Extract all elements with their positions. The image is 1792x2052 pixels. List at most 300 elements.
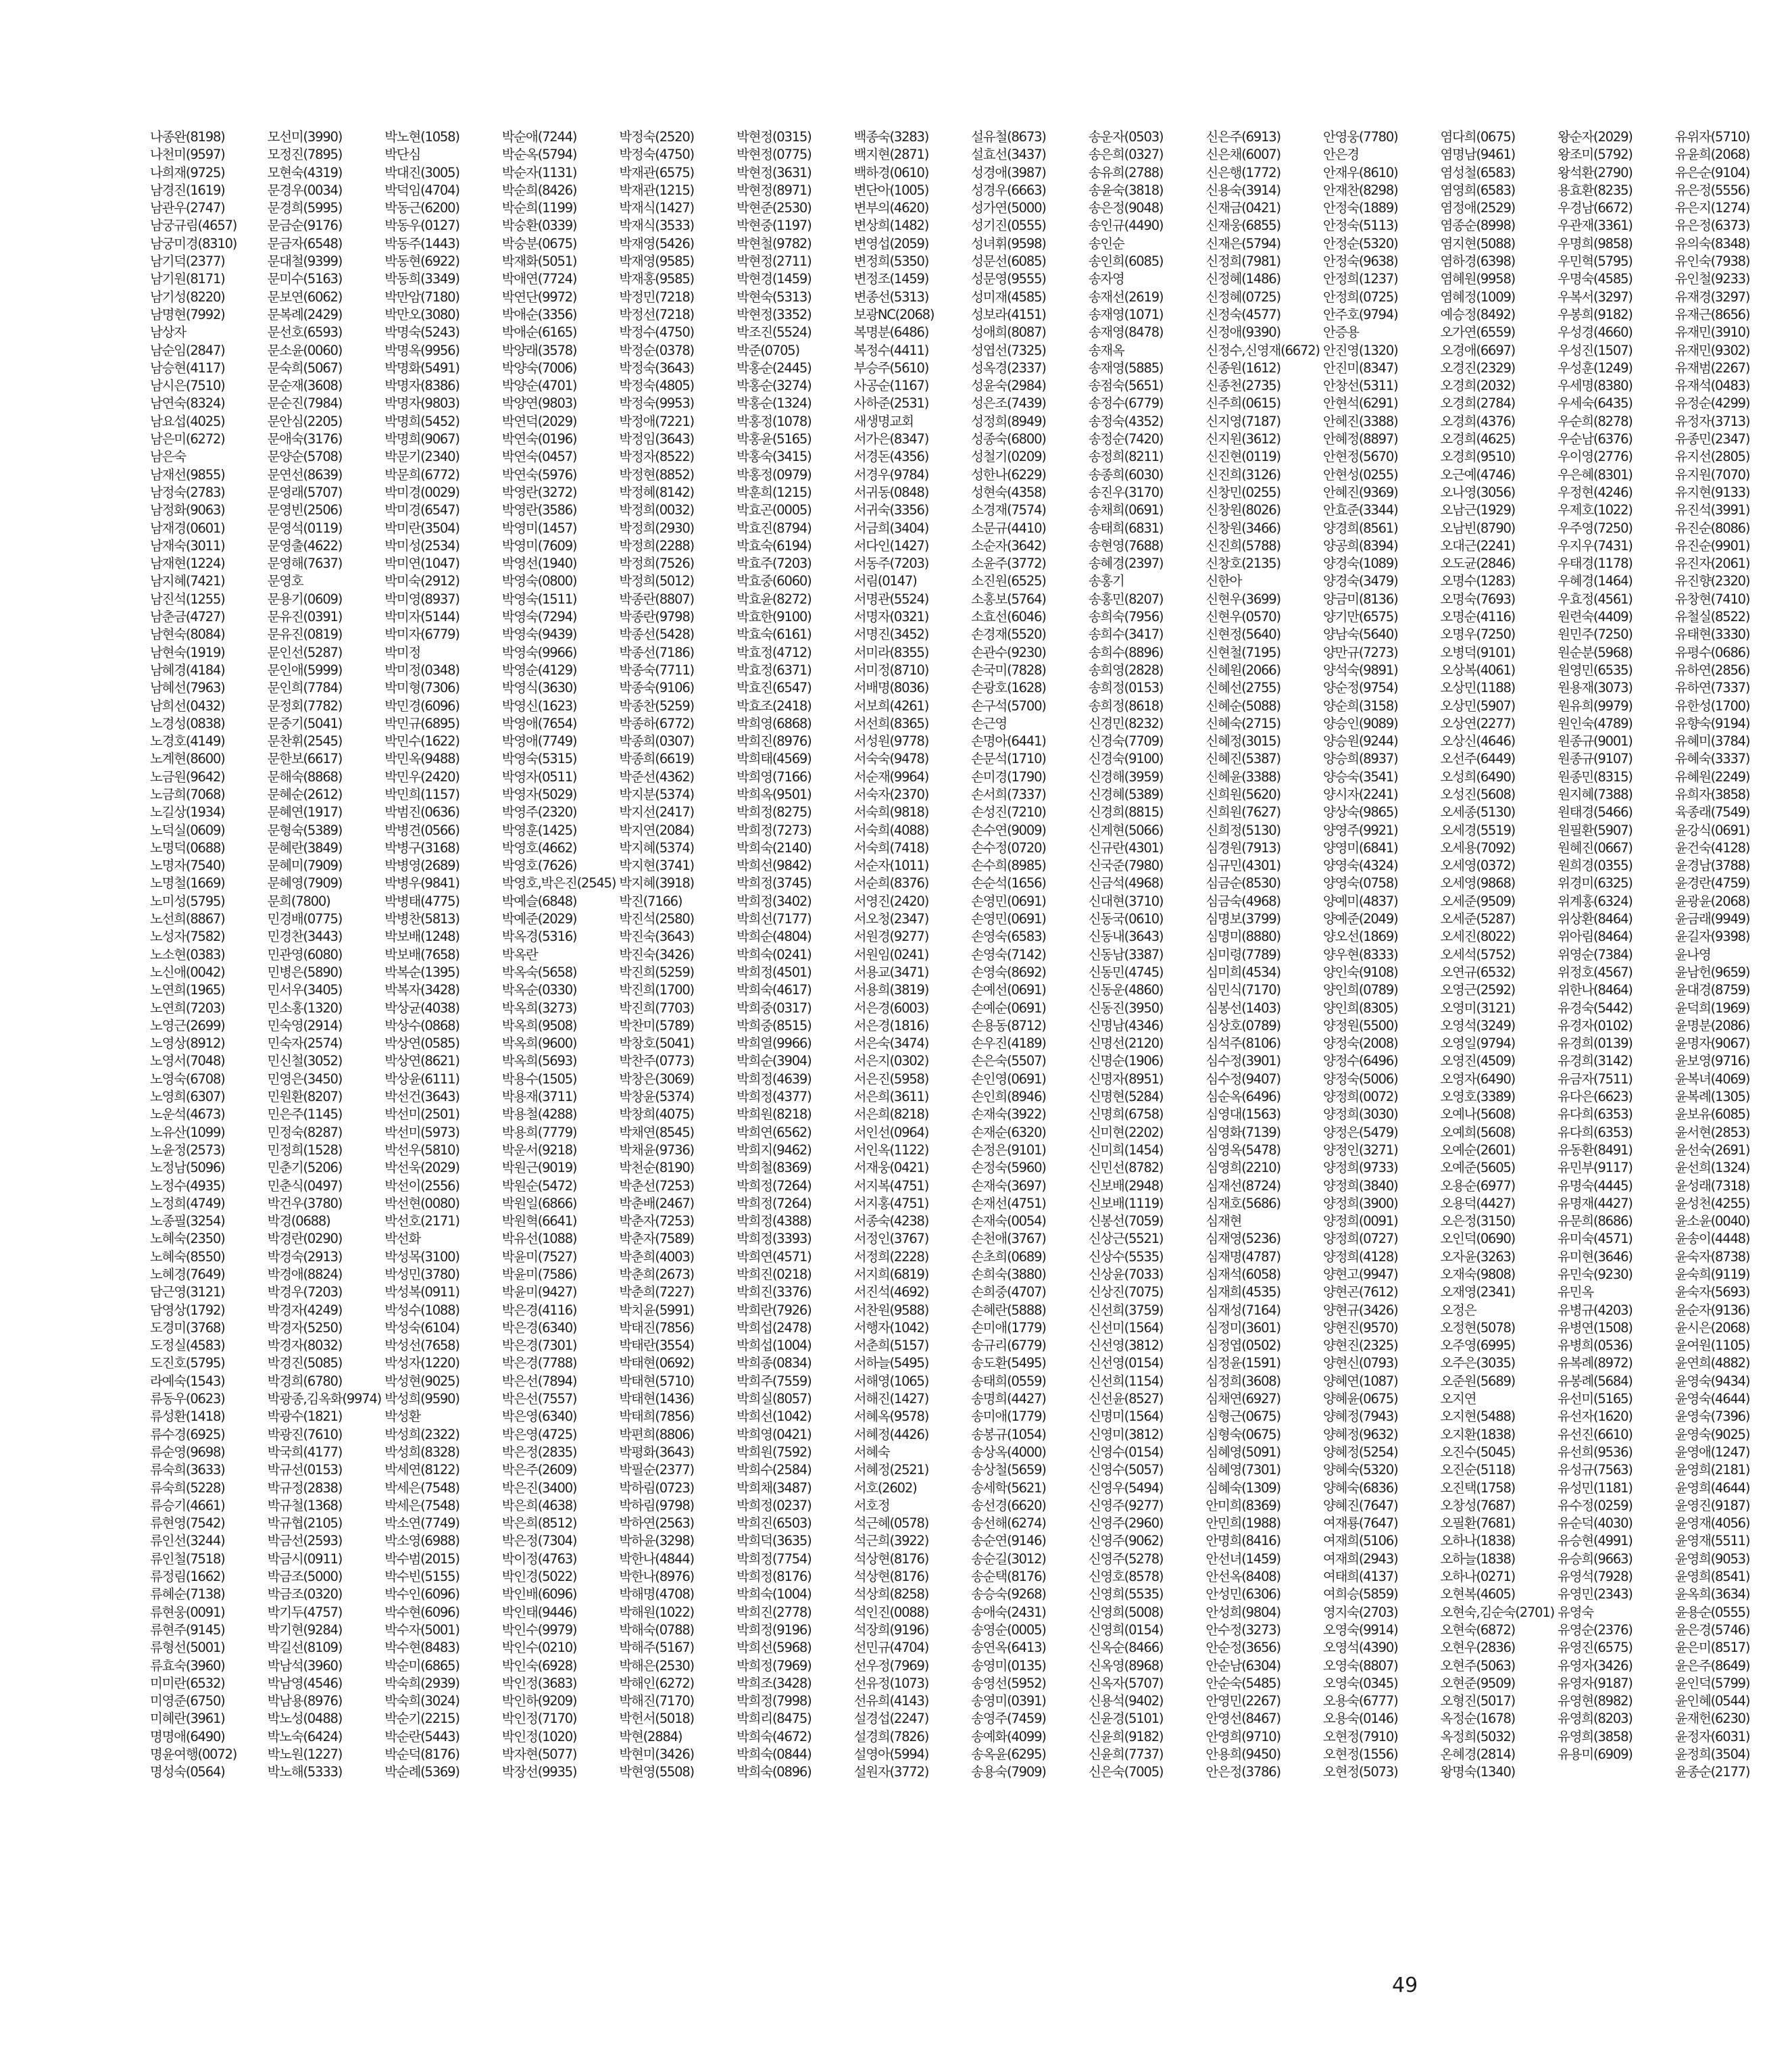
donor-name: 신재은(5794) xyxy=(1205,235,1280,251)
donor-name: 신현우(3699) xyxy=(1205,591,1280,607)
donor-name: 서혜정(2521) xyxy=(853,1462,929,1478)
donor-name: 유민옥 xyxy=(1558,1284,1594,1300)
donor-name: 박현정(2711) xyxy=(736,253,812,270)
donor-name: 손근영 xyxy=(971,715,1007,731)
donor-name: 오하나(0271) xyxy=(1440,1569,1516,1585)
donor-name: 손희숙(3880) xyxy=(971,1267,1046,1282)
donor-name: 염종순(8998) xyxy=(1440,218,1516,234)
donor-name: 신민선(8782) xyxy=(1088,1160,1164,1176)
donor-name: 심정엽(0502) xyxy=(1205,1338,1280,1354)
donor-name: 오대근(2241) xyxy=(1440,537,1516,554)
donor-name: 송재영(8478) xyxy=(1088,324,1164,341)
donor-name: 박희정(4639) xyxy=(736,1071,812,1087)
donor-name: 신정애(9390) xyxy=(1205,324,1280,341)
donor-name: 박미정 xyxy=(384,644,421,660)
donor-name: 손재선(4751) xyxy=(971,1195,1046,1211)
donor-name: 송희정(8618) xyxy=(1088,698,1164,714)
donor-name: 민서우(3405) xyxy=(267,982,343,998)
donor-name: 심수정(9407) xyxy=(1205,1071,1280,1087)
donor-name: 박정자(8522) xyxy=(619,449,694,465)
donor-name: 양경숙(3479) xyxy=(1322,573,1398,589)
donor-name: 윤연희(4882) xyxy=(1674,1355,1750,1371)
donor-name: 양우현(8333) xyxy=(1322,946,1398,962)
donor-name: 박희정(7754) xyxy=(736,1550,812,1567)
donor-name: 우명희(9858) xyxy=(1558,235,1633,251)
donor-name: 서귀동(0848) xyxy=(853,484,929,500)
donor-name: 우순남(6376) xyxy=(1558,431,1633,447)
donor-name: 박미형(7306) xyxy=(384,680,459,696)
donor-name: 박종란(8807) xyxy=(619,591,694,607)
donor-name: 문안심(2205) xyxy=(267,413,343,429)
donor-name: 우은혜(8301) xyxy=(1558,466,1633,483)
donor-name: 윤선숙(2691) xyxy=(1674,1142,1750,1158)
donor-name: 명윤여행(0072) xyxy=(150,1746,237,1763)
donor-name: 신보배(2948) xyxy=(1088,1177,1164,1194)
donor-name: 오예준(5605) xyxy=(1440,1160,1516,1176)
donor-name: 안정숙(9638) xyxy=(1322,253,1398,270)
donor-name: 성애희(8087) xyxy=(971,324,1046,341)
donor-name: 유인숙(7938) xyxy=(1674,253,1750,270)
donor-name: 박현경(1459) xyxy=(736,271,812,287)
donor-name: 안현성(0255) xyxy=(1322,466,1398,483)
donor-name: 신영주(9062) xyxy=(1088,1533,1164,1549)
donor-name: 박순애(7244) xyxy=(501,129,577,145)
donor-name: 신상근(5521) xyxy=(1088,1231,1164,1247)
page-number: 49 xyxy=(1392,1974,1418,1997)
donor-name: 심상호(0789) xyxy=(1205,1017,1280,1033)
donor-name: 박순덕(8176) xyxy=(384,1746,459,1763)
donor-name: 박옥란 xyxy=(501,946,538,962)
donor-name: 신국준(7980) xyxy=(1088,858,1164,874)
donor-name: 윤영진(9187) xyxy=(1674,1497,1750,1513)
donor-name: 염명남(9461) xyxy=(1440,147,1516,163)
donor-name: 윤영희(2181) xyxy=(1674,1462,1750,1478)
donor-name: 신윤경(5101) xyxy=(1088,1711,1164,1727)
donor-name: 우주영(7250) xyxy=(1558,520,1633,536)
donor-name: 박병찬(5813) xyxy=(384,911,459,927)
donor-name: 박금조(0320) xyxy=(267,1586,343,1603)
donor-name: 심형숙(0675) xyxy=(1205,1426,1280,1442)
donor-name: 박옥희(5693) xyxy=(501,1053,577,1069)
donor-name: 심정미(3601) xyxy=(1205,1319,1280,1336)
donor-name: 유영자(9187) xyxy=(1558,1675,1633,1691)
donor-name: 심규민(4301) xyxy=(1205,858,1280,874)
donor-name: 송자영 xyxy=(1088,271,1124,287)
donor-name: 오명순(4116) xyxy=(1440,609,1516,625)
donor-name: 원순분(5968) xyxy=(1558,644,1633,660)
donor-name: 박세연(8122) xyxy=(384,1462,459,1478)
donor-name: 박경우(7203) xyxy=(267,1284,343,1300)
donor-name: 유병희(0536) xyxy=(1558,1338,1633,1354)
donor-name: 박양숙(7006) xyxy=(501,360,577,376)
donor-name: 윤영재(4056) xyxy=(1674,1515,1750,1532)
donor-name: 육종래(7549) xyxy=(1674,804,1750,821)
donor-name: 박재식(1427) xyxy=(619,200,694,216)
donor-name: 박정숙(9953) xyxy=(619,395,694,412)
donor-name: 윤영희(4644) xyxy=(1674,1480,1750,1496)
donor-name: 오현복(4605) xyxy=(1440,1586,1516,1603)
donor-name: 노덕실(0609) xyxy=(150,822,225,838)
donor-name: 박진희(1700) xyxy=(619,982,694,998)
donor-name: 손국미(7828) xyxy=(971,662,1046,678)
donor-name: 신명미(1564) xyxy=(1088,1409,1164,1425)
donor-name: 남재현(1224) xyxy=(150,556,225,572)
donor-name: 윤남헌(9659) xyxy=(1674,964,1750,980)
donor-name: 송영순(0005) xyxy=(971,1621,1046,1638)
donor-name: 문영호 xyxy=(267,573,303,589)
donor-name: 박기두(4757) xyxy=(267,1604,343,1620)
donor-name: 박은희(4638) xyxy=(501,1497,577,1513)
donor-name: 박동희(3349) xyxy=(384,271,459,287)
donor-name: 박희숙(0241) xyxy=(736,946,812,962)
donor-name: 박종숙(9106) xyxy=(619,680,694,696)
donor-name: 윤소윤(0040) xyxy=(1674,1213,1750,1229)
donor-name: 유선미(5165) xyxy=(1558,1391,1633,1407)
donor-name: 남지혜(7421) xyxy=(150,573,225,589)
donor-name: 안영희(9710) xyxy=(1205,1728,1280,1744)
donor-name: 손은숙(5507) xyxy=(971,1053,1046,1069)
donor-name: 박성수(1088) xyxy=(384,1302,459,1318)
donor-name: 소진원(6525) xyxy=(971,573,1046,589)
donor-name: 심정윤(1591) xyxy=(1205,1355,1280,1371)
donor-name: 노정남(5096) xyxy=(150,1160,225,1176)
donor-name: 박지선(2417) xyxy=(619,804,694,821)
donor-name: 박지연(2084) xyxy=(619,822,694,838)
donor-name: 여재룡(7647) xyxy=(1322,1515,1398,1532)
donor-name: 민숙자(2574) xyxy=(267,1035,343,1052)
donor-name: 박영훈(1425) xyxy=(501,822,577,838)
donor-name: 남궁규림(4657) xyxy=(150,218,237,234)
donor-name: 서가은(8347) xyxy=(853,431,929,447)
donor-name: 박정민(7218) xyxy=(619,289,694,305)
donor-name: 양혜숙(6836) xyxy=(1322,1480,1398,1496)
donor-name: 박희정(7264) xyxy=(736,1177,812,1194)
donor-name: 민숙영(2914) xyxy=(267,1017,343,1033)
donor-name: 박명화(5491) xyxy=(384,360,459,376)
donor-name: 유철실(8522) xyxy=(1674,609,1750,625)
donor-name: 박희숙(4617) xyxy=(736,982,812,998)
donor-name: 박보배(7658) xyxy=(384,946,459,962)
donor-name: 민병은(5890) xyxy=(267,964,343,980)
donor-name: 신희원(5620) xyxy=(1205,786,1280,802)
donor-name: 심정희(3608) xyxy=(1205,1373,1280,1389)
donor-name: 박소연(7749) xyxy=(384,1515,459,1532)
donor-name: 송상철(5659) xyxy=(971,1462,1046,1478)
donor-name: 송규리(6779) xyxy=(971,1338,1046,1354)
donor-name: 박춘희(4003) xyxy=(619,1248,694,1265)
donor-name: 양정희(3030) xyxy=(1322,1106,1398,1123)
donor-name: 문용기(0609) xyxy=(267,591,343,607)
donor-name: 손영민(0691) xyxy=(971,893,1046,909)
donor-name: 유윤희(2068) xyxy=(1674,147,1750,163)
donor-name: 박희정(8176) xyxy=(736,1569,812,1585)
donor-name: 신혜진(5387) xyxy=(1205,751,1280,767)
donor-name: 양기만(6575) xyxy=(1322,609,1398,625)
donor-name: 손미경(1790) xyxy=(971,768,1046,785)
donor-name: 서춘희(5157) xyxy=(853,1338,929,1354)
donor-name: 양만규(7273) xyxy=(1322,644,1398,660)
donor-name: 서다인(1427) xyxy=(853,537,929,554)
donor-name: 백종숙(3283) xyxy=(853,129,929,145)
donor-name: 박광수(1821) xyxy=(267,1409,343,1425)
donor-name: 윤정희(3504) xyxy=(1674,1746,1750,1763)
donor-name: 심혜숙(1309) xyxy=(1205,1480,1280,1496)
donor-name: 유재경(3297) xyxy=(1674,289,1750,305)
donor-name: 신옥영(8968) xyxy=(1088,1657,1164,1674)
donor-name: 윤정자(6031) xyxy=(1674,1728,1750,1744)
donor-name: 양혜진(7647) xyxy=(1322,1497,1398,1513)
donor-name: 신금석(4968) xyxy=(1088,875,1164,891)
donor-name: 새생명교회 xyxy=(853,413,914,429)
donor-name: 유향숙(9194) xyxy=(1674,715,1750,731)
donor-name: 오용순(6977) xyxy=(1440,1177,1516,1194)
donor-name: 류현영(7542) xyxy=(150,1515,225,1532)
donor-name: 우복서(3297) xyxy=(1558,289,1633,305)
donor-name: 신보배(1119) xyxy=(1088,1195,1164,1211)
donor-name: 소경재(7574) xyxy=(971,502,1046,518)
donor-name: 노명철(1669) xyxy=(150,875,225,891)
donor-name: 신선미(1564) xyxy=(1088,1319,1164,1336)
donor-name: 문인애(5999) xyxy=(267,662,343,678)
donor-name: 윤시은(2068) xyxy=(1674,1319,1750,1336)
donor-name: 양혜정(9632) xyxy=(1322,1426,1398,1442)
donor-name: 오현준(9509) xyxy=(1440,1675,1516,1691)
donor-name: 위상환(8464) xyxy=(1558,911,1633,927)
donor-name: 오현정(7910) xyxy=(1322,1728,1398,1744)
donor-name: 박기현(9284) xyxy=(267,1621,343,1638)
donor-name: 박수현(8483) xyxy=(384,1640,459,1656)
donor-name: 안민희(1988) xyxy=(1205,1515,1280,1532)
donor-name: 박애연(7724) xyxy=(501,271,577,287)
donor-name: 박성환 xyxy=(384,1409,421,1425)
donor-name: 문정회(7782) xyxy=(267,698,343,714)
donor-name: 신옥자(5707) xyxy=(1088,1675,1164,1691)
donor-name: 서순재(9964) xyxy=(853,768,929,785)
donor-name: 서정희(2228) xyxy=(853,1248,929,1265)
donor-name: 박복자(3428) xyxy=(384,982,459,998)
donor-name: 박효진(6547) xyxy=(736,680,812,696)
donor-name: 심재희(4535) xyxy=(1205,1284,1280,1300)
donor-name: 신주희(0615) xyxy=(1205,395,1280,412)
donor-name: 신윤희(9182) xyxy=(1088,1728,1164,1744)
donor-name: 남승현(4117) xyxy=(150,360,225,376)
donor-name: 유의숙(8348) xyxy=(1674,235,1750,251)
donor-name: 박운서(9218) xyxy=(501,1142,577,1158)
donor-name: 남시은(7510) xyxy=(150,378,225,394)
donor-name: 박홍정(0979) xyxy=(736,466,812,483)
donor-name: 남현숙(1919) xyxy=(150,644,225,660)
donor-name: 변종선(5313) xyxy=(853,289,929,305)
donor-name: 박은경(4116) xyxy=(501,1302,577,1318)
donor-name: 박노해(5333) xyxy=(267,1764,343,1780)
donor-name: 유영석(7928) xyxy=(1558,1569,1633,1585)
donor-name: 유진향(2320) xyxy=(1674,573,1750,589)
donor-name: 심혜영(7301) xyxy=(1205,1462,1280,1478)
donor-name: 안영웅(7780) xyxy=(1322,129,1398,145)
donor-name: 손영민(0691) xyxy=(971,911,1046,927)
donor-name: 박수빈(5155) xyxy=(384,1569,459,1585)
donor-name: 서영진(2420) xyxy=(853,893,929,909)
donor-name: 오지환(1838) xyxy=(1440,1426,1516,1442)
donor-name: 박희리(8475) xyxy=(736,1711,812,1727)
donor-name: 박희숙(0844) xyxy=(736,1746,812,1763)
donor-name: 손인희(8946) xyxy=(971,1089,1046,1105)
donor-name: 박인수(9979) xyxy=(501,1621,577,1638)
donor-name: 신선영(3812) xyxy=(1088,1338,1164,1354)
donor-name: 송은희(0327) xyxy=(1088,147,1164,163)
donor-name: 신혜순(5088) xyxy=(1205,698,1280,714)
donor-name: 심석주(8106) xyxy=(1205,1035,1280,1052)
donor-name: 유영현(8982) xyxy=(1558,1693,1633,1709)
donor-name: 복명분(6486) xyxy=(853,324,929,341)
donor-name: 신진현(0119) xyxy=(1205,449,1280,465)
donor-name: 송연옥(6413) xyxy=(971,1640,1046,1656)
donor-name: 신경숙(9100) xyxy=(1088,751,1164,767)
donor-name: 여재희(5106) xyxy=(1322,1533,1398,1549)
donor-name: 윤금래(9949) xyxy=(1674,911,1750,927)
donor-name: 여태희(4137) xyxy=(1322,1569,1398,1585)
donor-name: 우민혁(5795) xyxy=(1558,253,1633,270)
donor-name: 윤선희(1324) xyxy=(1674,1160,1750,1176)
donor-name: 양정원(5500) xyxy=(1322,1017,1398,1033)
donor-name: 신정수,신영재(6672) xyxy=(1205,342,1320,358)
donor-name: 송윤숙(3818) xyxy=(1088,182,1164,198)
donor-name: 박희원(8218) xyxy=(736,1106,812,1123)
donor-name: 박채윤(9736) xyxy=(619,1142,694,1158)
donor-name: 박영신(1623) xyxy=(501,698,577,714)
donor-name: 박미정(0348) xyxy=(384,662,459,678)
donor-name: 문영빈(2506) xyxy=(267,502,343,518)
donor-name: 유재범(2267) xyxy=(1674,360,1750,376)
donor-name: 심재석(6058) xyxy=(1205,1267,1280,1282)
donor-name: 신경희(8815) xyxy=(1088,804,1164,821)
donor-name: 선우정(7969) xyxy=(853,1657,929,1674)
donor-name: 오근예(4746) xyxy=(1440,466,1516,483)
donor-name: 오용덕(4427) xyxy=(1440,1195,1516,1211)
donor-name: 심재명(4787) xyxy=(1205,1248,1280,1265)
donor-name: 우제호(1022) xyxy=(1558,502,1633,518)
donor-name: 서배명(8036) xyxy=(853,680,929,696)
donor-name: 박태진(7856) xyxy=(619,1319,694,1336)
donor-name: 박정애(7221) xyxy=(619,413,694,429)
donor-name: 안선옥(8408) xyxy=(1205,1569,1280,1585)
donor-name: 박희진(6503) xyxy=(736,1515,812,1532)
donor-name: 류인철(7518) xyxy=(150,1550,225,1567)
donor-name: 박경자(8032) xyxy=(267,1338,343,1354)
donor-name: 박평화(3643) xyxy=(619,1444,694,1460)
donor-name: 박희정(4388) xyxy=(736,1213,812,1229)
donor-name: 윤인덕(5799) xyxy=(1674,1675,1750,1691)
donor-name: 박희진(8976) xyxy=(736,733,812,750)
donor-name: 박효윤(8272) xyxy=(736,591,812,607)
donor-name: 박경숙(2913) xyxy=(267,1248,343,1265)
donor-name: 박진석(2580) xyxy=(619,911,694,927)
donor-name: 박현정(3631) xyxy=(736,164,812,180)
donor-name: 심수정(3901) xyxy=(1205,1053,1280,1069)
donor-name: 박명희(9067) xyxy=(384,431,459,447)
donor-name: 박순미(6865) xyxy=(384,1657,459,1674)
donor-name: 송순택(8176) xyxy=(971,1569,1046,1585)
donor-name: 박경진(5085) xyxy=(267,1355,343,1371)
donor-name: 노영희(6307) xyxy=(150,1089,225,1105)
donor-name: 박금조(5000) xyxy=(267,1569,343,1585)
donor-name: 송인순 xyxy=(1088,235,1124,251)
donor-name: 박홍정(1078) xyxy=(736,413,812,429)
donor-name: 서지복(4751) xyxy=(853,1177,929,1194)
donor-name: 오선주(6449) xyxy=(1440,751,1516,767)
donor-name: 박정혜(8142) xyxy=(619,484,694,500)
donor-name: 서용교(3471) xyxy=(853,964,929,980)
donor-name: 윤명자(9067) xyxy=(1674,1035,1750,1052)
donor-name: 나종완(8198) xyxy=(150,129,225,145)
donor-name: 안주호(9794) xyxy=(1322,306,1398,322)
donor-name: 유재민(3910) xyxy=(1674,324,1750,341)
donor-name: 문유진(0819) xyxy=(267,627,343,643)
donor-name: 박금시(0911) xyxy=(267,1550,343,1567)
donor-name: 유영순(2376) xyxy=(1558,1621,1633,1638)
donor-name: 서명자(0321) xyxy=(853,609,929,625)
donor-name: 박수인(6096) xyxy=(384,1586,459,1603)
donor-name: 양현진(9570) xyxy=(1322,1319,1398,1336)
donor-name: 윤명분(2086) xyxy=(1674,1017,1750,1033)
donor-name: 박정숙(4750) xyxy=(619,147,694,163)
donor-name: 윤영애(1247) xyxy=(1674,1444,1750,1460)
donor-name: 노종필(3254) xyxy=(150,1213,225,1229)
donor-name: 우성진(1507) xyxy=(1558,342,1633,358)
donor-name: 신희원(7627) xyxy=(1205,804,1280,821)
donor-name: 오경애(6697) xyxy=(1440,342,1516,358)
donor-name: 오병덕(9101) xyxy=(1440,644,1516,660)
donor-name: 서림(0147) xyxy=(853,573,917,589)
donor-name: 오형진(5017) xyxy=(1440,1693,1516,1709)
donor-name: 왕명숙(1340) xyxy=(1440,1764,1516,1780)
donor-name: 안혜정(8897) xyxy=(1322,431,1398,447)
donor-name: 양예준(2049) xyxy=(1322,911,1398,927)
donor-name: 오인덕(0690) xyxy=(1440,1231,1516,1247)
donor-name: 심명보(3799) xyxy=(1205,911,1280,927)
donor-name: 박옥희(9508) xyxy=(501,1017,577,1033)
donor-name: 박현중(1197) xyxy=(736,218,812,234)
donor-name: 신영수(0154) xyxy=(1088,1444,1164,1460)
donor-name: 송선해(6274) xyxy=(971,1515,1046,1532)
donor-name: 서숙희(9818) xyxy=(853,804,929,821)
donor-name: 심미령(7789) xyxy=(1205,946,1280,962)
donor-name: 양현곤(7612) xyxy=(1322,1284,1398,1300)
donor-name: 안성민(6306) xyxy=(1205,1586,1280,1603)
donor-name: 박희철(8369) xyxy=(736,1160,812,1176)
donor-name: 박종선(5428) xyxy=(619,627,694,643)
donor-name: 신은숙(7005) xyxy=(1088,1764,1164,1780)
donor-name: 박해원(1022) xyxy=(619,1604,694,1620)
donor-name: 심영희(2210) xyxy=(1205,1160,1280,1176)
donor-name: 남춘금(4727) xyxy=(150,609,225,625)
donor-name: 사하준(2531) xyxy=(853,395,929,412)
donor-name: 서진석(4692) xyxy=(853,1284,929,1300)
donor-name: 성종숙(6800) xyxy=(971,431,1046,447)
donor-name: 신정희(7981) xyxy=(1205,253,1280,270)
donor-name: 박민규(6895) xyxy=(384,715,459,731)
donor-name: 박종희(0307) xyxy=(619,733,694,750)
donor-name: 송정수(6779) xyxy=(1088,395,1164,412)
donor-name: 박규협(2105) xyxy=(267,1515,343,1532)
donor-name: 박동우(0127) xyxy=(384,218,459,234)
donor-name: 설경희(7826) xyxy=(853,1728,929,1744)
donor-name: 윤복녀(4069) xyxy=(1674,1071,1750,1087)
donor-name: 성한나(6229) xyxy=(971,466,1046,483)
donor-name: 오남근(1929) xyxy=(1440,502,1516,518)
donor-name: 송희수(8896) xyxy=(1088,644,1164,660)
donor-name: 유선진(6610) xyxy=(1558,1426,1633,1442)
